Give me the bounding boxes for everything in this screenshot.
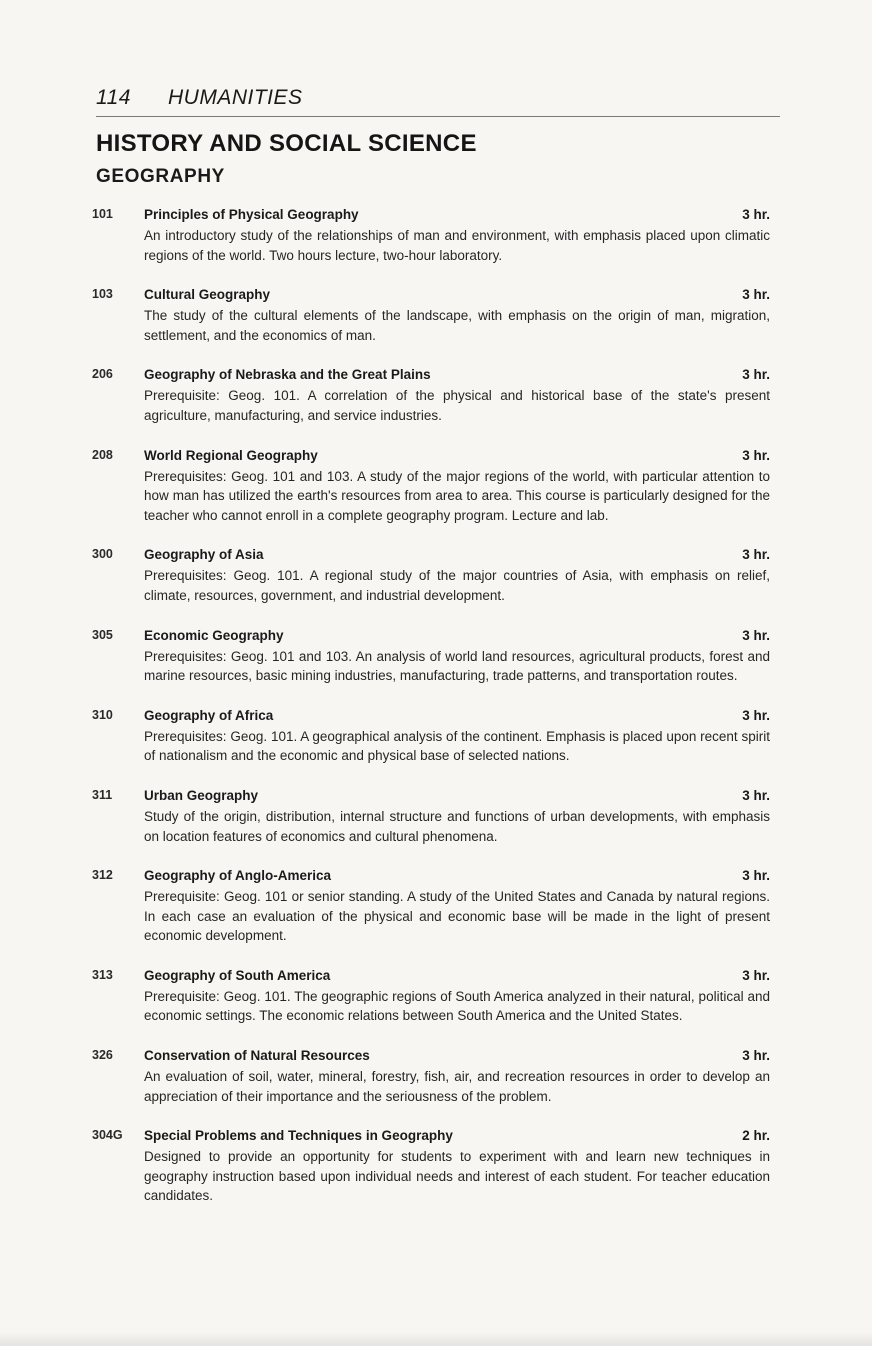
- course-hours: 3 hr.: [742, 787, 770, 803]
- course-list: [92, 207, 770, 1228]
- course-hours: 3 hr.: [742, 367, 770, 383]
- course-hours: 3 hr.: [742, 547, 770, 563]
- course-title: Conservation of Natural Resources: [144, 1048, 370, 1064]
- course-entry: [92, 968, 770, 1026]
- course-description: Prerequisites: Geog. 101 and 103. A study of the major regions of the world, with particular attention to how man has utilized the earth's resources from area to area. This course is particularly designed for the teacher who cannot enroll in a complete geography program. Lecture and lab.: [144, 468, 770, 523]
- section-name: HUMANITIES: [168, 86, 303, 109]
- course-description: The study of the cultural elements of the landscape, with emphasis on the origin of man, migration, settlement, and the economics of man.: [144, 308, 770, 343]
- department-title: HISTORY AND SOCIAL SCIENCE: [96, 130, 477, 157]
- course-hours: 3 hr.: [742, 287, 770, 303]
- course-hours: 3 hr.: [742, 868, 770, 884]
- course-description: Prerequisites: Geog. 101. A regional study of the major countries of Asia, with emphasis on relief, climate, resources, government, and industrial development.: [144, 568, 770, 603]
- course-description: An evaluation of soil, water, mineral, forestry, fish, air, and recreation resources in order to develop an appreciation of their importance and the seriousness of the problem.: [144, 1069, 770, 1104]
- course-title: Cultural Geography: [144, 287, 271, 303]
- course-description: An introductory study of the relationships of man and environment, with emphasis placed upon climatic regions of the world. Two hours lecture, two-hour laboratory.: [144, 228, 770, 263]
- course-entry: [92, 1048, 770, 1106]
- course-title: Geography of Africa: [144, 707, 274, 723]
- course-description: Study of the origin, distribution, internal structure and functions of urban developments, with emphasis on location features of economics and cultural phenomena.: [144, 808, 770, 844]
- page-bottom-edge: [0, 1332, 872, 1346]
- course-header: [92, 628, 770, 647]
- course-title: Geography of Anglo-America: [144, 868, 332, 884]
- course-description: Prerequisite: Geog. 101. A correlation of the physical and historical base of the state's present agriculture, manufacturing, and service industries.: [144, 388, 770, 423]
- course-title: Geography of South America: [144, 967, 331, 983]
- course-header: [92, 868, 770, 887]
- course-description: Prerequisite: Geog. 101. The geographic regions of South America analyzed in their natural, political and economic settings. The economic relations between South America and the United States.: [144, 988, 770, 1024]
- course-header: [92, 968, 770, 987]
- course-entry: [92, 868, 770, 946]
- course-entry: [92, 788, 770, 846]
- course-header: [92, 367, 770, 386]
- course-description: Prerequisites: Geog. 101 and 103. An analysis of world land resources, agricultural products, forest and marine resources, basic mining industries, manufacturing, trade patterns, and transportation routes.: [144, 648, 770, 684]
- course-header: [92, 1128, 770, 1147]
- course-hours: 3 hr.: [742, 627, 770, 643]
- course-number: 103: [92, 287, 113, 302]
- course-title: Urban Geography: [144, 787, 259, 803]
- course-number: 310: [92, 707, 113, 722]
- course-number: 313: [92, 967, 113, 982]
- course-number: 311: [92, 787, 113, 802]
- course-entry: [92, 1128, 770, 1206]
- course-title: Principles of Physical Geography: [144, 207, 359, 222]
- course-entry: [92, 207, 770, 265]
- course-hours: 3 hr.: [742, 967, 770, 983]
- course-title: Economic Geography: [144, 627, 284, 643]
- course-title: Special Problems and Techniques in Geography: [144, 1128, 453, 1144]
- course-hours: 3 hr.: [742, 1048, 770, 1064]
- course-header: [92, 1048, 770, 1067]
- course-number: 208: [92, 447, 113, 462]
- course-header: [92, 207, 770, 226]
- course-number: 305: [92, 627, 113, 642]
- course-number: 300: [92, 547, 113, 562]
- course-header: [92, 547, 770, 566]
- course-hours: 3 hr.: [742, 207, 770, 222]
- course-number: 101: [92, 207, 113, 221]
- running-header: [96, 86, 780, 117]
- course-entry: [92, 287, 770, 345]
- course-entry: [92, 448, 770, 526]
- course-number: 326: [92, 1048, 113, 1063]
- course-entry: [92, 628, 770, 686]
- course-header: [92, 448, 770, 467]
- course-number: 304G: [92, 1128, 123, 1143]
- course-hours: 3 hr.: [742, 447, 770, 463]
- course-entry: [92, 708, 770, 766]
- course-header: [92, 788, 770, 807]
- course-title: Geography of Nebraska and the Great Plains: [144, 367, 431, 383]
- course-number: 312: [92, 868, 113, 883]
- course-entry: [92, 367, 770, 425]
- page-number: 114: [96, 86, 131, 109]
- course-hours: 2 hr.: [742, 1128, 770, 1144]
- course-title: Geography of Asia: [144, 547, 264, 563]
- course-hours: 3 hr.: [742, 707, 770, 723]
- course-description: Prerequisites: Geog. 101. A geographical analysis of the continent. Emphasis is placed upon recent spirit of nationalism and the economic and physical base of selected nations.: [144, 728, 770, 764]
- course-header: [92, 708, 770, 727]
- course-entry: [92, 547, 770, 605]
- course-number: 206: [92, 367, 113, 382]
- subject-title: GEOGRAPHY: [96, 166, 225, 187]
- course-description: Prerequisite: Geog. 101 or senior standing. A study of the United States and Canada by natural regions. In each case an evaluation of the physical and economic base will be made in the light of present economic development.: [144, 889, 770, 944]
- course-title: World Regional Geography: [144, 447, 318, 463]
- course-header: [92, 287, 770, 306]
- course-description: Designed to provide an opportunity for students to experiment with and learn new techniques in geography instruction based upon individual needs and interest of each student. For teacher education candidates.: [144, 1149, 770, 1204]
